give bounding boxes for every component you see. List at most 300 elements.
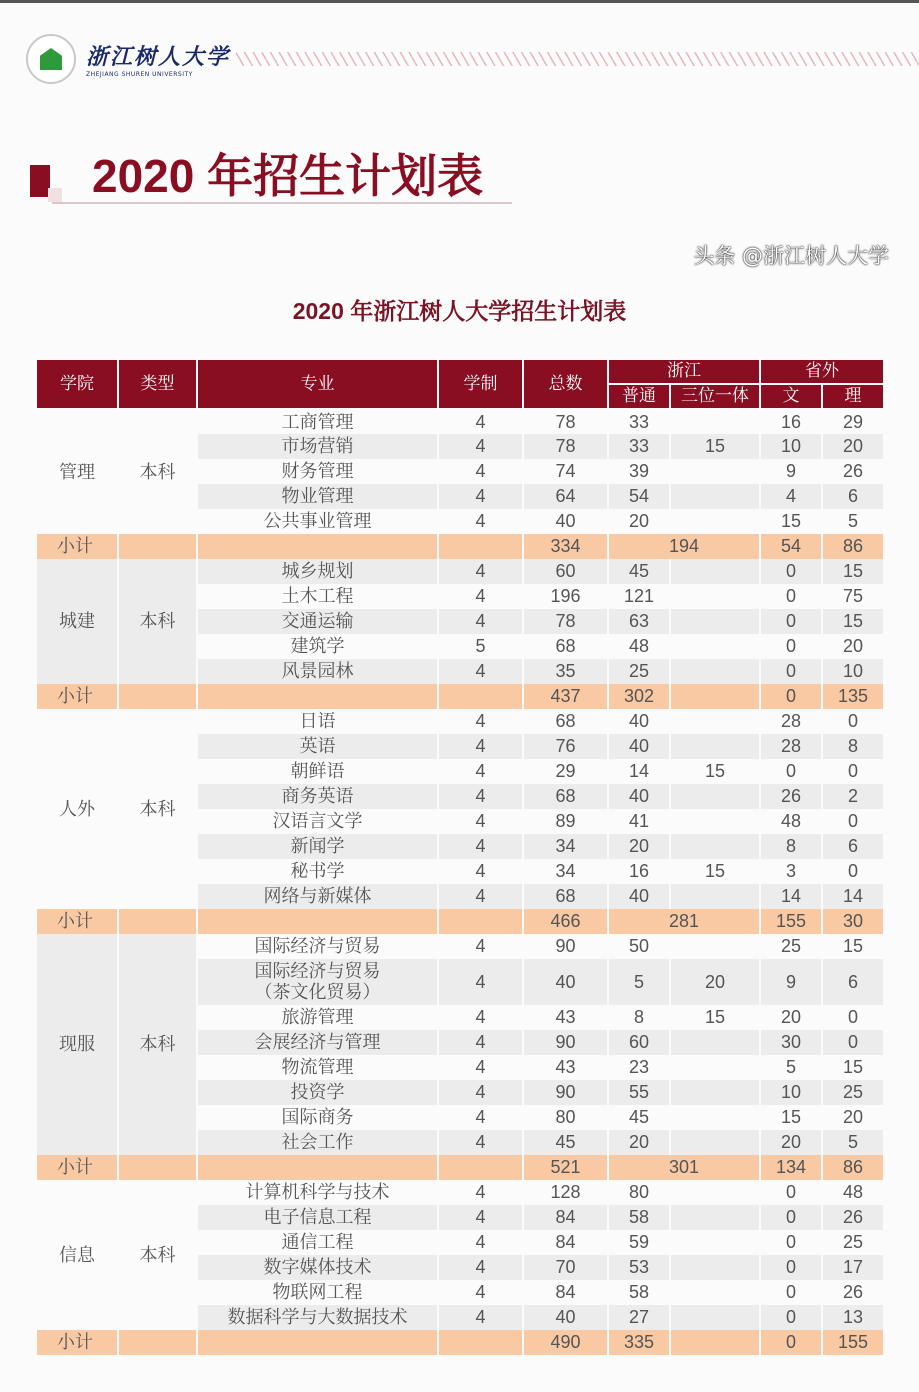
zj-sanwei-cell: 15	[670, 859, 760, 884]
col-college: 学院	[36, 359, 118, 409]
major-cell: 电子信息工程	[197, 1205, 438, 1230]
out-arts-cell: 0	[760, 559, 822, 584]
zj-sanwei-cell	[670, 1055, 760, 1080]
zj-sanwei-cell	[670, 659, 760, 684]
years-cell: 4	[438, 1080, 523, 1105]
title-underline	[52, 202, 512, 204]
subtotal-label: 小计	[36, 1155, 118, 1180]
total-cell: 78	[523, 434, 608, 459]
years-cell: 4	[438, 509, 523, 534]
out-sci-cell: 5	[822, 1130, 884, 1155]
subtotal-zj-sanwei	[670, 684, 760, 709]
subtotal-zhejiang: 194	[608, 534, 760, 559]
out-sci-cell: 15	[822, 559, 884, 584]
zj-regular-cell: 59	[608, 1230, 670, 1255]
years-cell: 4	[438, 934, 523, 959]
subtotal-zhejiang: 281	[608, 909, 760, 934]
logo-chinese-name: 浙江树人大学	[86, 44, 231, 70]
subtotal-empty-major	[197, 534, 438, 559]
total-cell: 90	[523, 934, 608, 959]
zj-sanwei-cell	[670, 1205, 760, 1230]
years-cell: 4	[438, 1105, 523, 1130]
subtotal-out-sci: 86	[822, 1155, 884, 1180]
out-sci-cell: 29	[822, 409, 884, 434]
out-sci-cell: 2	[822, 784, 884, 809]
subtotal-row	[36, 534, 884, 559]
college-cell: 信息	[36, 1180, 118, 1330]
years-cell: 5	[438, 634, 523, 659]
out-arts-cell: 0	[760, 759, 822, 784]
years-cell: 4	[438, 884, 523, 909]
zj-regular-cell: 14	[608, 759, 670, 784]
col-years: 学制	[438, 359, 523, 409]
type-cell: 本科	[118, 934, 197, 1155]
total-cell: 90	[523, 1030, 608, 1055]
col-zj-regular: 普通	[608, 384, 670, 409]
col-type: 类型	[118, 359, 197, 409]
table-row	[36, 934, 884, 959]
out-sci-cell: 17	[822, 1255, 884, 1280]
zj-sanwei-cell	[670, 1255, 760, 1280]
total-cell: 74	[523, 459, 608, 484]
major-cell: 社会工作	[197, 1130, 438, 1155]
subtotal-empty-type	[118, 684, 197, 709]
zj-regular-cell: 48	[608, 634, 670, 659]
subtotal-empty-major	[197, 684, 438, 709]
total-cell: 128	[523, 1180, 608, 1205]
out-sci-cell: 6	[822, 959, 884, 1005]
zj-sanwei-cell	[670, 1180, 760, 1205]
total-cell: 45	[523, 1130, 608, 1155]
zj-sanwei-cell	[670, 1105, 760, 1130]
table-row	[36, 1180, 884, 1205]
years-cell: 4	[438, 459, 523, 484]
years-cell: 4	[438, 409, 523, 434]
subtotal-empty-type	[118, 1330, 197, 1355]
total-cell: 80	[523, 1105, 608, 1130]
out-arts-cell: 8	[760, 834, 822, 859]
out-sci-cell: 0	[822, 1005, 884, 1030]
years-cell: 4	[438, 859, 523, 884]
zj-sanwei-cell	[670, 809, 760, 834]
out-arts-cell: 3	[760, 859, 822, 884]
col-out-arts: 文	[760, 384, 822, 409]
years-cell: 4	[438, 834, 523, 859]
out-arts-cell: 28	[760, 734, 822, 759]
major-cell: 国际经济与贸易	[197, 934, 438, 959]
subtotal-zhejiang: 301	[608, 1155, 760, 1180]
years-cell: 4	[438, 434, 523, 459]
major-cell: 网络与新媒体	[197, 884, 438, 909]
zj-regular-cell: 40	[608, 884, 670, 909]
out-arts-cell: 20	[760, 1005, 822, 1030]
zj-regular-cell: 5	[608, 959, 670, 1005]
out-arts-cell: 26	[760, 784, 822, 809]
zj-sanwei-cell	[670, 1030, 760, 1055]
total-cell: 84	[523, 1280, 608, 1305]
out-sci-cell: 48	[822, 1180, 884, 1205]
out-sci-cell: 75	[822, 584, 884, 609]
years-cell: 4	[438, 959, 523, 1005]
subtotal-zj-regular: 335	[608, 1330, 670, 1355]
subtotal-total: 437	[523, 684, 608, 709]
table-body	[36, 409, 884, 1355]
logo-english-name: ZHEJIANG SHUREN UNIVERSITY	[86, 71, 193, 78]
subtotal-out-arts: 134	[760, 1155, 822, 1180]
zj-regular-cell: 8	[608, 1005, 670, 1030]
total-cell: 68	[523, 634, 608, 659]
zj-regular-cell: 33	[608, 434, 670, 459]
major-cell: 工商管理	[197, 409, 438, 434]
subtotal-empty-years	[438, 1155, 523, 1180]
watermark: 头条 @浙江树人大学	[693, 244, 889, 268]
major-cell: 国际商务	[197, 1105, 438, 1130]
out-arts-cell: 30	[760, 1030, 822, 1055]
zj-regular-cell: 53	[608, 1255, 670, 1280]
total-cell: 89	[523, 809, 608, 834]
out-arts-cell: 0	[760, 584, 822, 609]
out-arts-cell: 0	[760, 609, 822, 634]
zj-sanwei-cell	[670, 559, 760, 584]
zj-sanwei-cell	[670, 834, 760, 859]
subtotal-row	[36, 1155, 884, 1180]
years-cell: 4	[438, 1055, 523, 1080]
years-cell: 4	[438, 734, 523, 759]
type-cell: 本科	[118, 559, 197, 684]
out-sci-cell: 20	[822, 1105, 884, 1130]
subtotal-label: 小计	[36, 1330, 118, 1355]
major-cell: 数字媒体技术	[197, 1255, 438, 1280]
zj-regular-cell: 45	[608, 559, 670, 584]
total-cell: 43	[523, 1055, 608, 1080]
major-cell: 城乡规划	[197, 559, 438, 584]
college-cell: 人外	[36, 709, 118, 909]
zj-sanwei-cell	[670, 784, 760, 809]
total-cell: 70	[523, 1255, 608, 1280]
out-sci-cell: 0	[822, 759, 884, 784]
total-cell: 196	[523, 584, 608, 609]
subtotal-empty-type	[118, 1155, 197, 1180]
major-cell: 交通运输	[197, 609, 438, 634]
zj-sanwei-cell	[670, 1280, 760, 1305]
subtotal-total: 490	[523, 1330, 608, 1355]
zj-sanwei-cell	[670, 509, 760, 534]
years-cell: 4	[438, 559, 523, 584]
zj-regular-cell: 23	[608, 1055, 670, 1080]
out-arts-cell: 0	[760, 659, 822, 684]
out-arts-cell: 20	[760, 1130, 822, 1155]
zj-regular-cell: 63	[608, 609, 670, 634]
zj-regular-cell: 16	[608, 859, 670, 884]
out-arts-cell: 0	[760, 1255, 822, 1280]
out-arts-cell: 0	[760, 1230, 822, 1255]
zj-regular-cell: 20	[608, 509, 670, 534]
zj-sanwei-cell	[670, 884, 760, 909]
col-major: 专业	[197, 359, 438, 409]
years-cell: 4	[438, 1130, 523, 1155]
major-cell: 物联网工程	[197, 1280, 438, 1305]
zj-sanwei-cell	[670, 1305, 760, 1330]
type-cell: 本科	[118, 1180, 197, 1330]
years-cell: 4	[438, 709, 523, 734]
major-cell: 秘书学	[197, 859, 438, 884]
total-cell: 68	[523, 884, 608, 909]
type-cell: 本科	[118, 409, 197, 534]
out-sci-cell: 14	[822, 884, 884, 909]
major-cell: 国际经济与贸易 （茶文化贸易）	[197, 959, 438, 1005]
out-sci-cell: 0	[822, 1030, 884, 1055]
out-arts-cell: 28	[760, 709, 822, 734]
total-cell: 76	[523, 734, 608, 759]
subtotal-row	[36, 684, 884, 709]
col-zj-sanwei: 三位一体	[670, 384, 760, 409]
subtotal-empty-major	[197, 1155, 438, 1180]
subtotal-empty-years	[438, 684, 523, 709]
zj-sanwei-cell	[670, 409, 760, 434]
major-cell: 数据科学与大数据技术	[197, 1305, 438, 1330]
zj-sanwei-cell: 15	[670, 759, 760, 784]
out-arts-cell: 0	[760, 634, 822, 659]
subtotal-empty-years	[438, 1330, 523, 1355]
total-cell: 40	[523, 959, 608, 1005]
major-cell: 日语	[197, 709, 438, 734]
zj-regular-cell: 45	[608, 1105, 670, 1130]
years-cell: 4	[438, 809, 523, 834]
years-cell: 4	[438, 759, 523, 784]
subtotal-total: 466	[523, 909, 608, 934]
total-cell: 84	[523, 1205, 608, 1230]
total-cell: 29	[523, 759, 608, 784]
major-cell: 建筑学	[197, 634, 438, 659]
out-arts-cell: 15	[760, 509, 822, 534]
out-arts-cell: 9	[760, 959, 822, 1005]
out-sci-cell: 26	[822, 1205, 884, 1230]
major-cell: 公共事业管理	[197, 509, 438, 534]
total-cell: 43	[523, 1005, 608, 1030]
out-sci-cell: 10	[822, 659, 884, 684]
out-sci-cell: 15	[822, 609, 884, 634]
subtotal-row	[36, 1330, 884, 1355]
zj-sanwei-cell	[670, 934, 760, 959]
total-cell: 40	[523, 1305, 608, 1330]
out-arts-cell: 4	[760, 484, 822, 509]
out-sci-cell: 6	[822, 484, 884, 509]
major-cell: 新闻学	[197, 834, 438, 859]
total-cell: 78	[523, 609, 608, 634]
major-cell: 市场营销	[197, 434, 438, 459]
major-cell: 朝鲜语	[197, 759, 438, 784]
major-cell: 物流管理	[197, 1055, 438, 1080]
subtotal-empty-major	[197, 1330, 438, 1355]
subtotal-out-sci: 135	[822, 684, 884, 709]
zj-sanwei-cell	[670, 609, 760, 634]
out-sci-cell: 0	[822, 859, 884, 884]
zj-regular-cell: 55	[608, 1080, 670, 1105]
zj-regular-cell: 40	[608, 709, 670, 734]
table-row	[36, 409, 884, 434]
title-accent-block	[30, 165, 50, 197]
decorative-hatch	[236, 52, 919, 66]
out-arts-cell: 48	[760, 809, 822, 834]
zj-regular-cell: 40	[608, 734, 670, 759]
out-arts-cell: 14	[760, 884, 822, 909]
years-cell: 4	[438, 1230, 523, 1255]
col-outside: 省外	[760, 359, 884, 384]
table-title: 2020 年浙江树人大学招生计划表	[292, 298, 627, 324]
out-arts-cell: 0	[760, 1205, 822, 1230]
zj-regular-cell: 50	[608, 934, 670, 959]
zj-regular-cell: 80	[608, 1180, 670, 1205]
out-sci-cell: 20	[822, 434, 884, 459]
out-sci-cell: 25	[822, 1080, 884, 1105]
major-cell: 财务管理	[197, 459, 438, 484]
zj-regular-cell: 54	[608, 484, 670, 509]
out-sci-cell: 26	[822, 459, 884, 484]
page-title: 2020 年招生计划表	[92, 150, 484, 202]
subtotal-total: 334	[523, 534, 608, 559]
major-cell: 英语	[197, 734, 438, 759]
zj-sanwei-cell	[670, 1230, 760, 1255]
major-cell: 投资学	[197, 1080, 438, 1105]
zj-sanwei-cell	[670, 484, 760, 509]
out-sci-cell: 0	[822, 709, 884, 734]
zj-sanwei-cell: 15	[670, 434, 760, 459]
subtotal-label: 小计	[36, 909, 118, 934]
subtotal-empty-years	[438, 909, 523, 934]
total-cell: 78	[523, 409, 608, 434]
zj-sanwei-cell	[670, 459, 760, 484]
table-row	[36, 559, 884, 584]
zj-regular-cell: 40	[608, 784, 670, 809]
subtotal-out-sci: 155	[822, 1330, 884, 1355]
major-cell: 商务英语	[197, 784, 438, 809]
out-arts-cell: 10	[760, 1080, 822, 1105]
zj-sanwei-cell	[670, 584, 760, 609]
total-cell: 64	[523, 484, 608, 509]
subtotal-out-sci: 30	[822, 909, 884, 934]
title-accent-shadow	[48, 188, 62, 202]
years-cell: 4	[438, 609, 523, 634]
zj-sanwei-cell: 20	[670, 959, 760, 1005]
college-cell: 城建	[36, 559, 118, 684]
out-arts-cell: 0	[760, 1280, 822, 1305]
top-border	[0, 0, 919, 3]
total-cell: 35	[523, 659, 608, 684]
subtotal-row	[36, 909, 884, 934]
total-cell: 68	[523, 709, 608, 734]
years-cell: 4	[438, 1255, 523, 1280]
zj-regular-cell: 25	[608, 659, 670, 684]
out-arts-cell: 0	[760, 1180, 822, 1205]
total-cell: 40	[523, 509, 608, 534]
zj-regular-cell: 60	[608, 1030, 670, 1055]
total-cell: 68	[523, 784, 608, 809]
years-cell: 4	[438, 784, 523, 809]
major-cell: 计算机科学与技术	[197, 1180, 438, 1205]
col-out-sci: 理	[822, 384, 884, 409]
total-cell: 90	[523, 1080, 608, 1105]
out-arts-cell: 5	[760, 1055, 822, 1080]
major-cell: 通信工程	[197, 1230, 438, 1255]
subtotal-label: 小计	[36, 534, 118, 559]
university-seal-icon	[26, 34, 76, 84]
zj-regular-cell: 33	[608, 409, 670, 434]
years-cell: 4	[438, 1030, 523, 1055]
major-cell: 汉语言文学	[197, 809, 438, 834]
major-cell: 旅游管理	[197, 1005, 438, 1030]
years-cell: 4	[438, 484, 523, 509]
years-cell: 4	[438, 1180, 523, 1205]
out-sci-cell: 26	[822, 1280, 884, 1305]
total-cell: 34	[523, 834, 608, 859]
subtotal-out-arts: 0	[760, 684, 822, 709]
subtotal-out-sci: 86	[822, 534, 884, 559]
subtotal-zj-regular: 302	[608, 684, 670, 709]
zj-sanwei-cell	[670, 1080, 760, 1105]
zj-regular-cell: 121	[608, 584, 670, 609]
major-cell: 物业管理	[197, 484, 438, 509]
zj-regular-cell: 41	[608, 809, 670, 834]
major-cell: 土木工程	[197, 584, 438, 609]
years-cell: 4	[438, 1205, 523, 1230]
out-arts-cell: 15	[760, 1105, 822, 1130]
zj-regular-cell: 58	[608, 1205, 670, 1230]
zj-regular-cell: 20	[608, 834, 670, 859]
university-logo	[26, 34, 230, 84]
zj-sanwei-cell: 15	[670, 1005, 760, 1030]
out-arts-cell: 10	[760, 434, 822, 459]
col-zhejiang: 浙江	[608, 359, 760, 384]
total-cell: 60	[523, 559, 608, 584]
years-cell: 4	[438, 1280, 523, 1305]
enrollment-plan-table	[35, 358, 885, 1355]
out-arts-cell: 0	[760, 1305, 822, 1330]
out-arts-cell: 9	[760, 459, 822, 484]
subtotal-out-arts: 0	[760, 1330, 822, 1355]
out-sci-cell: 0	[822, 809, 884, 834]
total-cell: 84	[523, 1230, 608, 1255]
zj-sanwei-cell	[670, 1130, 760, 1155]
subtotal-empty-years	[438, 534, 523, 559]
zj-sanwei-cell	[670, 634, 760, 659]
table-row	[36, 709, 884, 734]
out-sci-cell: 15	[822, 1055, 884, 1080]
out-sci-cell: 6	[822, 834, 884, 859]
zj-sanwei-cell	[670, 734, 760, 759]
subtotal-out-arts: 155	[760, 909, 822, 934]
type-cell: 本科	[118, 709, 197, 909]
years-cell: 4	[438, 1305, 523, 1330]
out-sci-cell: 13	[822, 1305, 884, 1330]
college-cell: 现服	[36, 934, 118, 1155]
subtotal-zj-sanwei	[670, 1330, 760, 1355]
zj-regular-cell: 58	[608, 1280, 670, 1305]
zj-regular-cell: 39	[608, 459, 670, 484]
subtotal-label: 小计	[36, 684, 118, 709]
out-sci-cell: 8	[822, 734, 884, 759]
col-total: 总数	[523, 359, 608, 409]
out-sci-cell: 25	[822, 1230, 884, 1255]
out-sci-cell: 20	[822, 634, 884, 659]
years-cell: 4	[438, 584, 523, 609]
years-cell: 4	[438, 659, 523, 684]
zj-regular-cell: 27	[608, 1305, 670, 1330]
college-cell: 管理	[36, 409, 118, 534]
subtotal-out-arts: 54	[760, 534, 822, 559]
major-cell: 会展经济与管理	[197, 1030, 438, 1055]
years-cell: 4	[438, 1005, 523, 1030]
zj-regular-cell: 20	[608, 1130, 670, 1155]
